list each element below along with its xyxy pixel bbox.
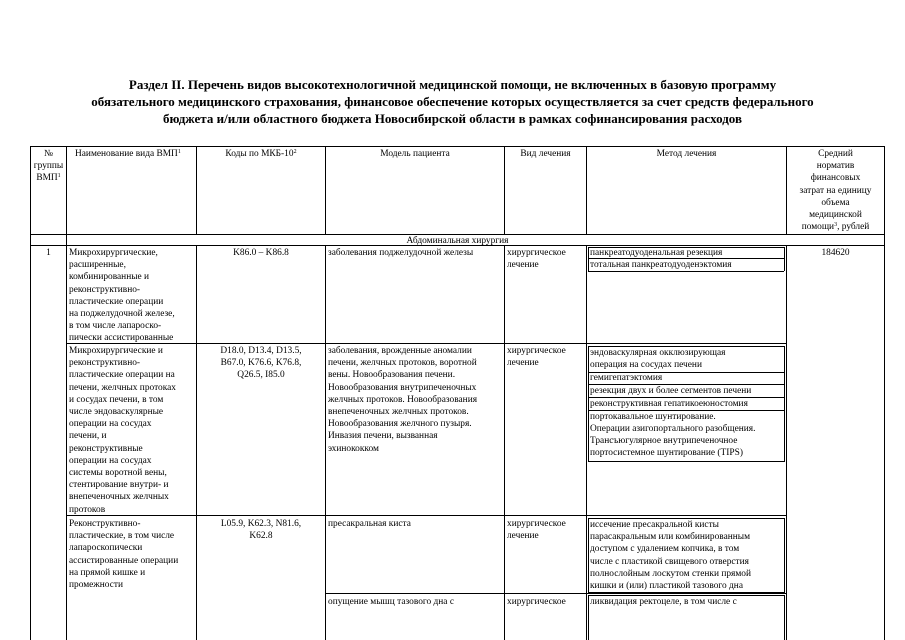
row-2-method-1b: операция на сосудах печени [590,360,702,370]
row-3-treatment-line: хирургическое [507,519,566,529]
row-2-name-line: системы воротной вены, [69,468,167,479]
row-1-name-line: в том числе лапароско- [69,321,162,332]
row-2-treatment [507,345,586,369]
row-2-treatment-line: лечение [507,358,539,369]
header-name [75,148,195,160]
row-2-codes-line: B67.0, K76.6, K76.8, [220,358,302,369]
row-2-method-1a: эндоваскулярная окклюзирующая [590,348,726,358]
row-2-codes-line: Q26.5, I85.0 [237,370,285,381]
row-3-name-line: на прямой кишке и [69,567,146,578]
row-2-name-line: стентирование внутри- и [69,480,169,491]
header-name-sup: 1 [177,149,181,155]
row-1-method-1: панкреатодуоденальная резекция [590,248,723,258]
title-line-1: Раздел II. Перечень видов высокотехнологичной медицинской помощи, не включенных в базовую программу [128,77,777,92]
row-4-method: ликвидация ректоцеле, в том числе с [590,597,737,607]
title-line-2: обязательного медицинского страхования, финансовое обеспечение которых осуществляется за счет средств федерального [91,94,814,109]
header-group [31,148,66,185]
row-2-model-line: заболевания, врожденные аномалии [328,346,472,356]
header-group-line-3: ВМП [36,173,58,184]
row-2-name-line: Микрохирургические и [69,346,163,356]
row-1-name-line: реконструктивно- [69,284,141,295]
row-3-method-line: числе с пластикой свищевого отверстия [590,556,749,567]
row-1-codes: K86.0 – K86.8 [233,248,289,258]
row-3-name-line: лапароскопически [69,543,143,554]
row-2-method-5d: портосистемное шунтирование (TIPS) [590,448,743,458]
header-cost-line-5: объема [821,197,850,208]
row-3-name-line: пластические, в том числе [69,531,175,542]
row-2-name-line: внепеченочных желчных [69,492,169,503]
row-1-method-2: тотальная панкреатодуоденэктомия [590,260,732,270]
row-2-name-line: печени, и [69,431,107,442]
row-1-name-line: комбинированные и [69,272,150,283]
header-cost-line-7: помощи [801,222,835,233]
header-model: Модель пациента [380,149,450,159]
row-3-codes [197,518,325,542]
header-cost-line-6: медицинской [809,210,862,221]
row-4-treatment: хирургическое [507,597,566,607]
row-3-name-line: промежности [69,580,123,591]
row-1-name-line: пластические операции [69,296,164,307]
row-2-codes [197,345,325,382]
row-1-group: 1 [46,248,51,258]
row-1-cost: 184620 [821,248,850,258]
row-2-codes-line: D18.0, D13.4, D13.5, [220,346,302,356]
row-2-method-5c: Трансъюгулярное внутрипеченочное [590,436,738,446]
row-2-name-line: операции на сосудах [69,419,152,430]
header-cost [787,148,884,233]
row-2-name-line: реконструктивные [69,443,143,454]
section-title [20,76,885,127]
row-3-method-line: доступом с удалением копчика, в том [590,544,740,555]
row-2-name-line: пластические операции на [69,370,175,381]
row-1-name-line: на поджелудочной железе, [69,309,175,320]
row-1-name-line: расширенные, [69,260,126,271]
row-3-codes-line: K62.8 [249,531,273,542]
row-2-model-line: внепеченочных желчных протоков. [328,407,469,418]
row-2-name-line: и сосудах печени, в том [69,394,164,405]
header-name-text: Наименование вида ВМП [75,149,178,159]
row-1-treatment [507,247,586,271]
header-cost-line-4: затрат на единицу [799,185,872,196]
row-3-method-line: полнослойным лоскутом стенки прямой [590,568,751,579]
row-2-name-line: операции на сосудах [69,455,152,466]
header-codes-sup: 2 [293,149,297,155]
header-codes-text: Коды по МКБ-10 [225,149,294,159]
header-treatment: Вид лечения [520,149,571,159]
row-3-treatment-line: лечение [507,531,539,542]
title-line-3: бюджета и/или областного бюджета Новосибирской области в рамках софинансирования расходов [163,111,742,126]
header-group-sup: 1 [57,173,61,180]
row-3-model: пресакральная киста [328,519,411,529]
row-2-method-2: гемигепатэктомия [590,373,663,383]
row-2-model-line: желчных протоков. Новообразования [328,394,478,405]
row-3-name-line: Реконструктивно- [69,519,141,529]
row-2-name-line: реконструктивно- [69,358,141,369]
row-1-treatment-line: хирургическое [507,248,566,258]
row-2-model-line: печени, желчных протоков, воротной [328,358,477,369]
row-1-model: заболевания поджелудочной железы [328,248,474,258]
row-3-method-line: парасакральным или комбинированным [590,532,750,543]
header-cost-tail: , рублей [837,222,870,233]
row-2-method-4: реконструктивная гепатикоеюностомия [590,399,748,409]
row-3-method [590,519,784,592]
row-4-model: опущение мышц тазового дна с [328,597,454,607]
row-2-method-5a: портокавальное шунтирование. [590,412,716,422]
header-cost-line-2: норматив [816,161,855,172]
row-2-treatment-line: хирургическое [507,346,566,356]
row-3-codes-line: L05.9, K62.3, N81.6, [220,519,302,529]
row-3-treatment [507,518,586,542]
row-2-name-line: печени, желчных протоках [69,382,176,393]
row-3-method-line: кишки и (или) пластикой тазового дна [590,581,743,592]
row-2-name [69,345,195,516]
row-2-name-line: числе эндоваскулярные [69,407,164,418]
row-2-method-5b: Операции азигопортального разобщения. [590,424,756,434]
row-2-name-line: протоков [69,504,106,515]
header-cost-line-1: Средний [818,149,853,159]
row-2-model-line: Новообразования желчного пузыря. [328,419,472,430]
row-1-name-line: Микрохирургические, [69,248,158,258]
row-3-name [69,518,195,591]
row-2-model-line: вены. Новообразования печени. [328,370,456,381]
row-2-model-line: эхинококком [328,443,379,454]
row-2-model [328,345,504,455]
header-cost-line-3: финансовых [810,173,861,184]
section-row-label: Абдоминальная хирургия [406,236,509,246]
row-1-name [69,247,195,345]
row-3-name-line: ассистированные операции [69,555,179,566]
row-1-name-line: пически ассистированные [69,333,174,344]
header-group-line-2: группы [33,161,64,172]
header-group-line-1: № [44,149,53,159]
header-method: Метод лечения [656,149,717,159]
row-2-method-3: резекция двух и более сегментов печени [590,386,752,396]
row-2-model-line: Инвазия печени, вызванная [328,431,438,442]
row-2-model-line: Новообразования внутрипеченочных [328,382,477,393]
header-codes [197,148,325,160]
header-cost-sup: 3 [834,222,838,229]
row-3-method-line: иссечение пресакральной кисты [590,520,719,530]
row-1-treatment-line: лечение [507,260,539,271]
